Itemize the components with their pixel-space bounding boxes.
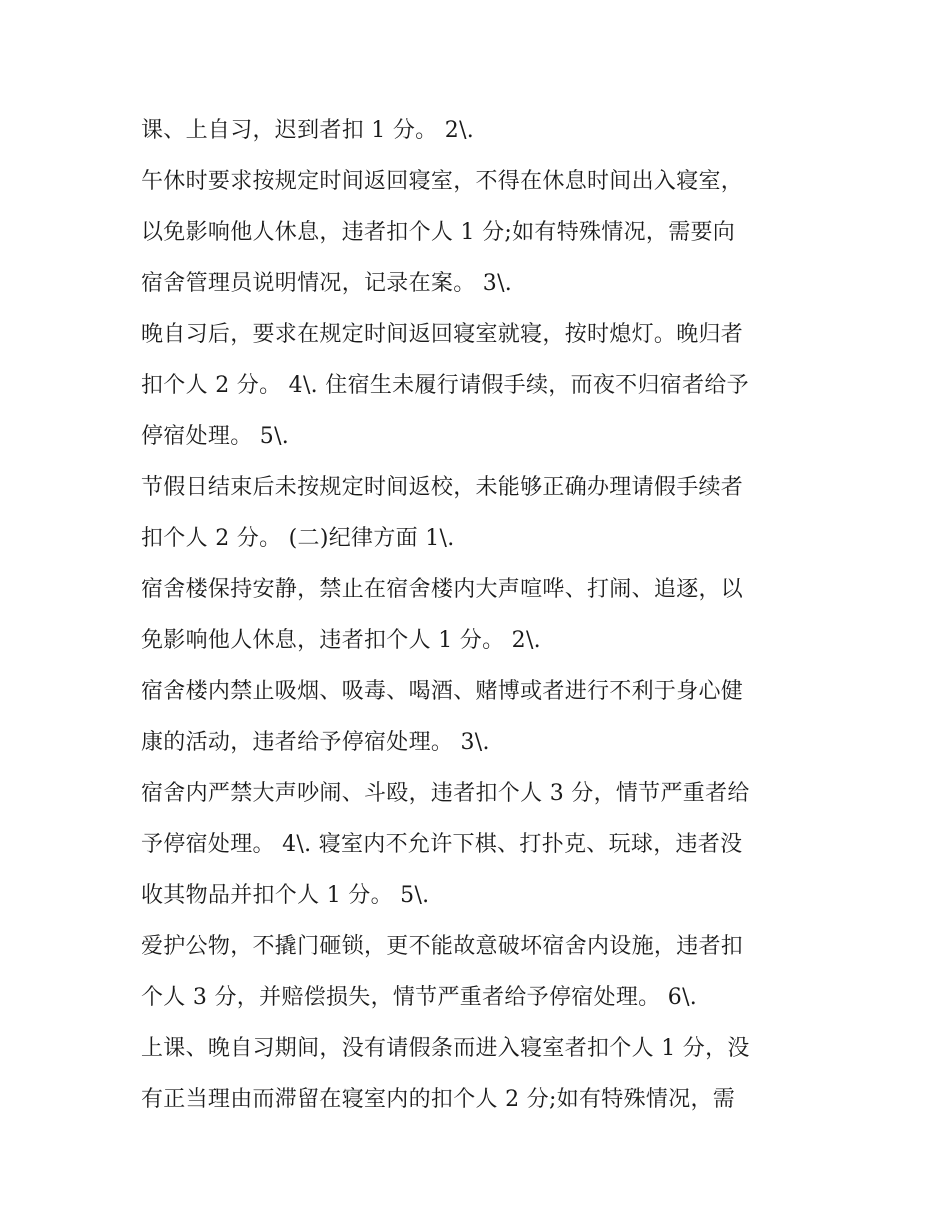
text-line: 以免影响他人休息，违者扣个人 1 分;如有特殊情况，需要向 (141, 220, 736, 245)
text-line: 上课、晚自习期间，没有请假条而进入寝室者扣个人 1 分，没 (141, 1036, 750, 1061)
text-line: 宿舍内严禁大声吵闹、斗殴，违者扣个人 3 分，情节严重者给 (141, 781, 750, 806)
document-body (141, 105, 821, 1125)
text-line: 收其物品并扣个人 1 分。 5\. (141, 883, 430, 908)
text-line: 节假日结束后未按规定时间返校，未能够正确办理请假手续者 (141, 475, 744, 500)
text-line: 免影响他人休息，违者扣个人 1 分。 2\. (141, 628, 541, 653)
text-line: 扣个人 2 分。 (二)纪律方面 1\. (141, 526, 455, 551)
text-line: 予停宿处理。 4\. 寝室内不允许下棋、打扑克、玩球，违者没 (141, 832, 743, 857)
text-line: 有正当理由而滞留在寝室内的扣个人 2 分;如有特殊情况，需 (141, 1087, 736, 1112)
text-line: 宿舍楼保持安静，禁止在宿舍楼内大声喧哗、打闹、追逐，以 (141, 577, 744, 602)
text-line: 宿舍楼内禁止吸烟、吸毒、喝酒、赌博或者进行不利于身心健 (141, 679, 744, 704)
text-line: 宿舍管理员说明情况，记录在案。 3\. (141, 271, 513, 296)
text-line: 个人 3 分，并赔偿损失，情节严重者给予停宿处理。 6\. (141, 985, 698, 1010)
text-line: 晚自习后，要求在规定时间返回寝室就寝，按时熄灯。晚归者 (141, 322, 744, 347)
text-line: 午休时要求按规定时间返回寝室，不得在休息时间出入寝室， (141, 169, 744, 194)
text-line: 课、上自习，迟到者扣 1 分。 2\. (141, 118, 475, 143)
text-line: 康的活动，违者给予停宿处理。 3\. (141, 730, 490, 755)
text-line: 爱护公物，不撬门砸锁，更不能故意破坏宿舍内设施，违者扣 (141, 934, 744, 959)
text-line: 扣个人 2 分。 4\. 住宿生未履行请假手续，而夜不归宿者给予 (141, 373, 749, 398)
text-line: 停宿处理。 5\. (141, 424, 290, 449)
